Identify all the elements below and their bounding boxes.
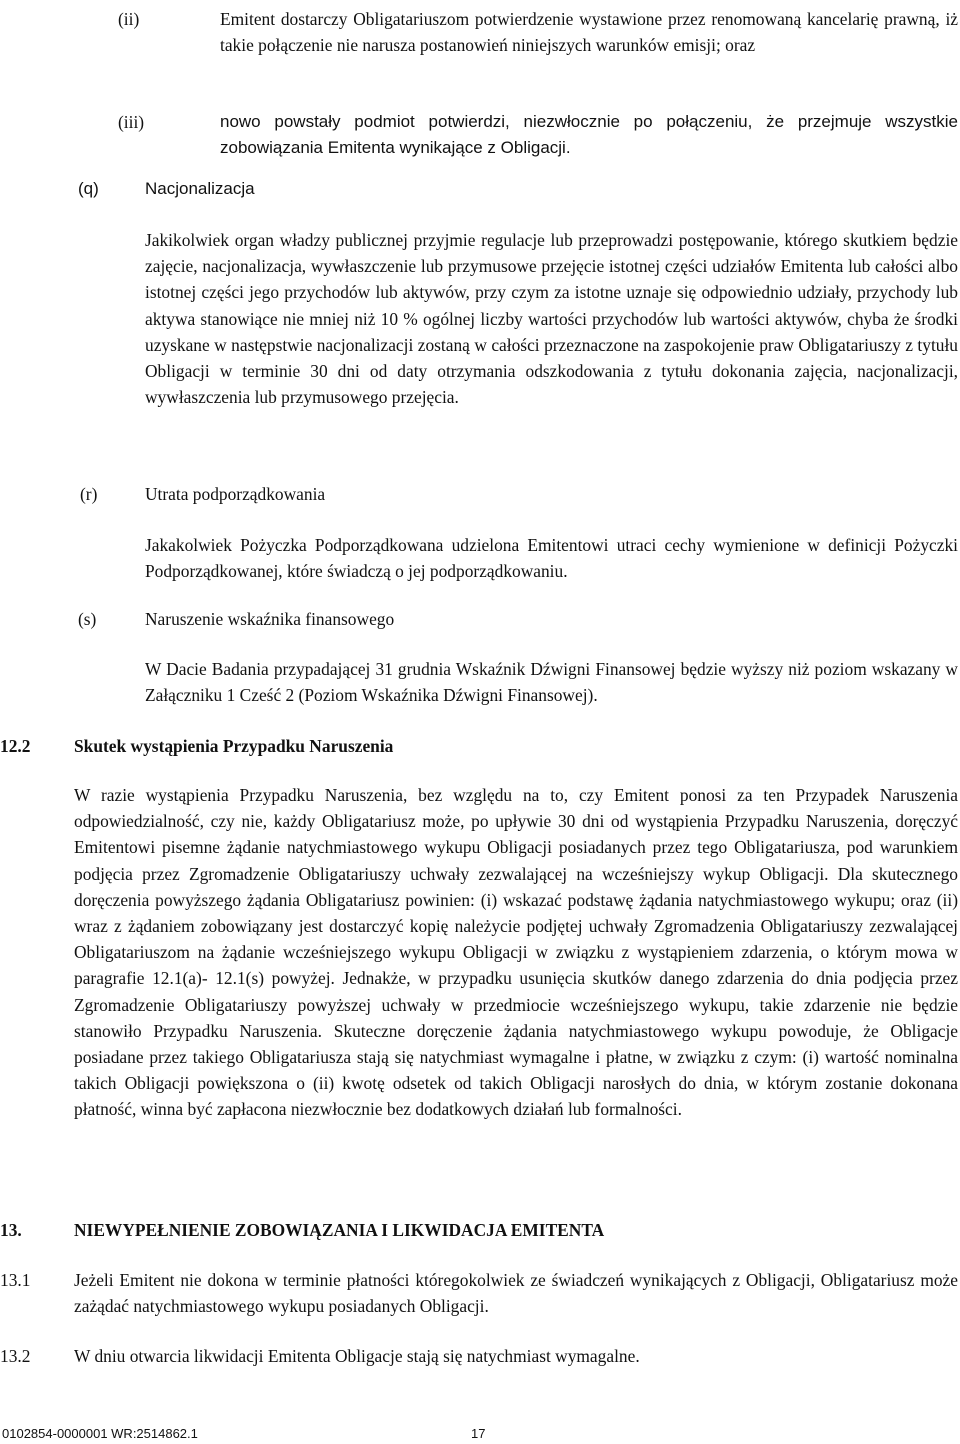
item-label-r: (r) [80,484,98,504]
section-text-12-2: W razie wystąpienia Przypadku Naruszenia, bez względu na to, czy Emitent ponosi za ten Przypadek Naruszenia odpowiedzialność, czy nie, każdy Obligatariusz może, po upływie 30 dni od wystąpienia Przypadku Naruszenia, doręczyć Emitentowi pisemne żądanie natychmiastowego wykupu Obligacji posiadanych przez tego Obligatariusza, pod warunkiem podjęcia przez Zgromadzenie Obligatariuszy uchwały zezwalającej na wcześniejszy wykup Obligacji. Dla skutecznego doręczenia powyższego żądania Obligatariusz powinien: (i) wskazać podstawę żądania natychmiastowego wykupu; oraz (ii) wraz z żądaniem zobowiązany jest dostarczyć kopię należycie podjętej uchwały Zgromadzenia Obligatariuszy zezwalającej Obligatariuszom na żądanie wcześniejszego wykupu Obligacji w związku z wystąpieniem zdarzenia, o którym mowa w paragrafie 12.1(a)- 12.1(s) powyżej. Jednakże, w przypadku usunięcia skutków danego zdarzenia do dnia podjęcia przez Zgromadzenie Obligatariuszy powyższej uchwały w przedmiocie wcześniejszego wykupu, takie zdarzenie nie będzie stanowiło Przypadku Naruszenia. Skuteczne doręczenie żądania natychmiastowego wykupu powoduje, że Obligacje posiadane przez takiego Obligatariusza stają się natychmiast wymagalne i płatne, w związku z czym: (i) wartość nominalna takich Obligacji powiększona o (ii) kwotę odsetek od takich Obligacji narosłych do dnia, w którym zostanie dokonana płatność, winna być zapłacona niezwłocznie bez dodatkowych działań lub formalności. [74,785,958,1120]
item-text-r: Jakakolwiek Pożyczka Podporządkowana udzielona Emitentowi utraci cechy wymienione w definicji Pożyczki Podporządkowanej, które świadczą o jej podporządkowaniu. [145,535,958,582]
section-number-13: 13. [0,1220,22,1240]
item-label-q: (q) [78,179,99,198]
item-heading-s: Naruszenie wskaźnika finansowego [145,609,395,629]
item-heading-q: Nacjonalizacja [145,179,255,198]
footer-doc-id: 0102854-0000001 WR:2514862.1 [2,1426,198,1441]
section-text-13-2: W dniu otwarcia likwidacji Emitenta Obligacje stają się natychmiast wymagalne. [74,1346,640,1366]
item-label-iii: (iii) [118,112,145,132]
section-text-13-1: Jeżeli Emitent nie dokona w terminie płatności któregokolwiek ze świadczeń wynikających z Obligacji, Obligatariusz może zażądać natychmiastowego wykupu posiadanych Obligacji. [74,1270,958,1317]
footer-page-number: 17 [471,1426,486,1441]
section-title-13: NIEWYPEŁNIENIE ZOBOWIĄZANIA I LIKWIDACJA EMITENTA [74,1220,605,1240]
item-label-s: (s) [78,609,97,629]
section-number-13-2: 13.2 [0,1346,31,1366]
section-number-12-2: 12.2 [0,736,31,756]
section-title-12-2: Skutek wystąpienia Przypadku Naruszenia [74,736,394,756]
item-text-ii: Emitent dostarczy Obligatariuszom potwierdzenie wystawione przez renomowaną kancelarię prawną, iż takie połączenie nie narusza postanowień niniejszych warunków emisji; oraz [220,9,958,56]
item-label-ii: (ii) [118,9,140,29]
item-heading-r: Utrata podporządkowania [145,484,326,504]
section-number-13-1: 13.1 [0,1270,31,1290]
item-text-q: Jakikolwiek organ władzy publicznej przyjmie regulacje lub przeprowadzi postępowanie, którego skutkiem będzie zajęcie, nacjonalizacja, wywłaszczenie lub przymusowe przejęcie istotnej części udziałów Emitenta lub całości albo istotnej części jego przychodów lub aktywów, przy czym za istotne uznaje się odpowiednio udziały, przychody lub aktywa stanowiące nie mniej niż 10 % ogólnej liczby wartości przychodów lub wartości aktywów, chyba że środki uzyskane w następstwie nacjonalizacji zostaną w całości przeznaczone na zaspokojenie praw Obligatariuszy z tytułu Obligacji w terminie 30 dni od daty otrzymania odszkodowania z tytułu dokonania zajęcia, nacjonalizacji, wywłaszczenia lub przymusowego przejęcia. [145,230,958,408]
item-text-iii: nowo powstały podmiot potwierdzi, niezwłocznie po połączeniu, że przejmuje wszystkie zobowiązania Emitenta wynikające z Obligacji. [220,112,958,158]
item-text-s: W Dacie Badania przypadającej 31 grudnia Wskaźnik Dźwigni Finansowej będzie wyższy niż poziom wskazany w Załączniku 1 Cześć 2 (Poziom Wskaźnika Dźwigni Finansowej). [145,659,958,706]
